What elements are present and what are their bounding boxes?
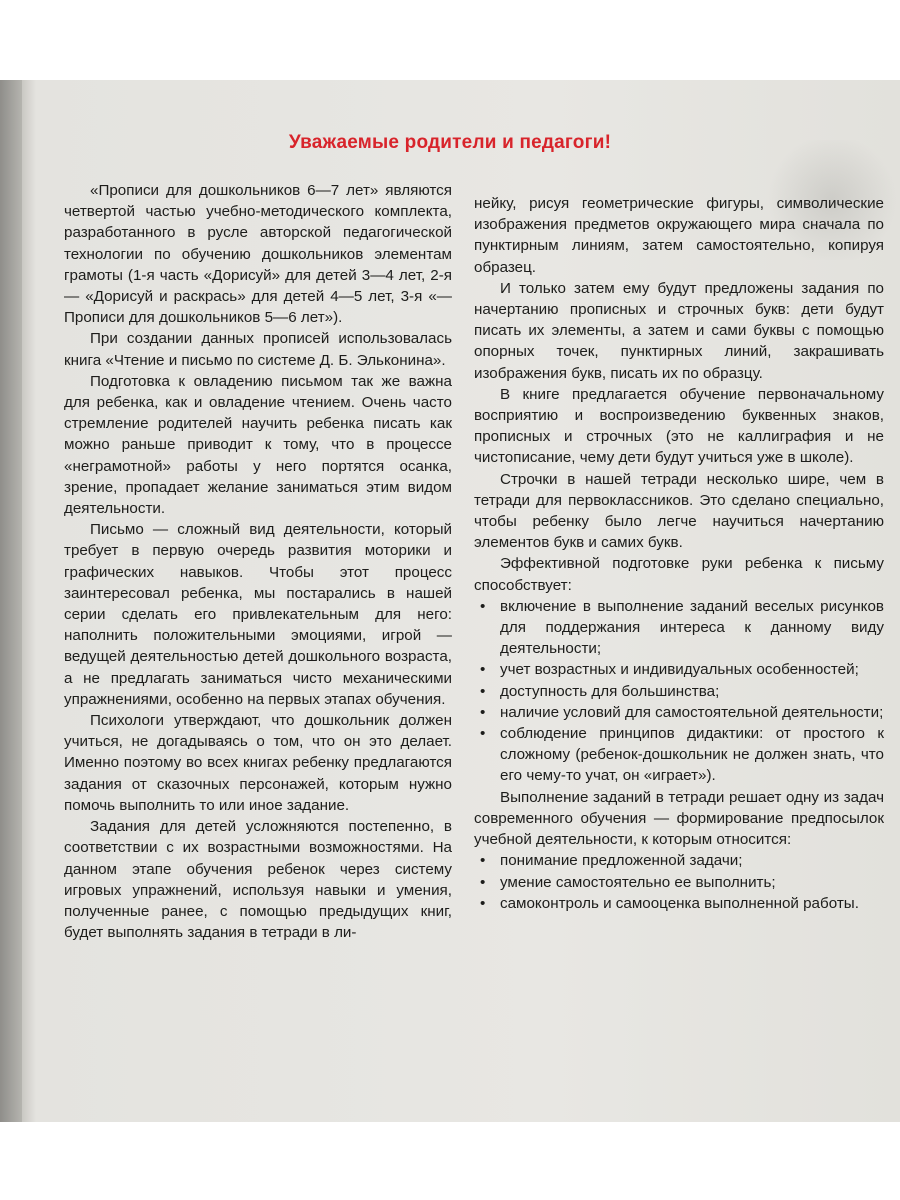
- book-photo: [0, 80, 900, 1122]
- right-paragraph: Строчки в нашей тетради несколько шире, чем в тетради для первоклассников. Это сделано специально, чтобы ребенку было легче научиться начертанию элементов букв и самих букв.: [474, 470, 884, 552]
- page-title: Уважаемые родители и педагоги!: [288, 132, 612, 153]
- bullet-list-learning: [474, 850, 884, 914]
- left-paragraph: Письмо — сложный вид деятельности, который требует в первую очередь развития моторики и графических навыков. Чтобы этот процесс заинтересовал ребенка, мы постарались в нашей серии сделать его привлекательным для него: наполнить положительными эмоциями, игрой — ведущей деятельностью детей дошкольного возраста, а не предлагать заниматься чисто механическими упражнениями, особенно на первых этапах обучения.: [64, 521, 452, 708]
- right-paragraph: Выполнение заданий в тетради решает одну из задач современного обучения — формирование предпосылок учебной деятельности, к которым относится:: [474, 788, 884, 849]
- left-column: [64, 180, 452, 943]
- list-item: • доступность для большинства;: [474, 681, 884, 702]
- list-item: • соблюдение принципов дидактики: от простого к сложному (ребенок-дошкольник не должен знать, что его чему-то учат, он «играет»).: [474, 723, 884, 787]
- bullet-list-prep: [474, 596, 884, 787]
- list-item: • включение в выполнение заданий веселых рисунков для поддержания интереса к данному виду деятельности;: [474, 596, 884, 660]
- list-item: • наличие условий для самостоятельной деятельности;: [474, 702, 884, 723]
- left-paragraph: При создании данных прописей использовалась книга «Чтение и письмо по системе Д. Б. Эльконина».: [64, 330, 452, 369]
- right-continuation: нейку, рисуя геометрические фигуры, символические изображения предметов окружающего мира сначала по пунктирным линиям, затем самостоятельно, копируя образец.: [474, 195, 884, 276]
- list-item: • умение самостоятельно ее выполнить;: [474, 872, 884, 893]
- list-item: • учет возрастных и индивидуальных особенностей;: [474, 659, 884, 680]
- right-paragraph: И только затем ему будут предложены задания по начертанию прописных и строчных букв: дети будут писать их элементы, а затем и сами буквы с помощью опорных точек, пунктирных линий, закрашивать изображения букв, писать их по образцу.: [474, 279, 884, 382]
- page-spine-edge: [0, 80, 22, 1122]
- right-column: [474, 193, 884, 914]
- right-paragraph: В книге предлагается обучение первоначальному восприятию и воспроизведению буквенных знаков, прописных и строчных (это не каллиграфия и не чистописание, чему дети будут учиться уже в школе).: [474, 385, 884, 467]
- right-paragraph: Эффективной подготовке руки ребенка к письму способствует:: [474, 555, 884, 594]
- left-paragraph: Психологи утверждают, что дошкольник должен учиться, не догадываясь о том, что он это делает. Именно поэтому во всех книгах ребенку предлагаются задания от сказочных персонажей, которым нужно помочь выполнить то или иное задание.: [64, 712, 452, 814]
- list-item: • понимание предложенной задачи;: [474, 850, 884, 871]
- left-paragraph: Подготовка к овладению письмом так же важна для ребенка, как и овладение чтением. Очень часто стремление родителей научить ребенка писать как можно раньше приводит к тому, что в процессе «неграмотной» работы у него портятся осанка, зрение, пропадает желание заниматься этим видом деятельности.: [64, 372, 452, 518]
- list-item: • самоконтроль и самооценка выполненной работы.: [474, 893, 884, 914]
- left-paragraph: «Прописи для дошкольников 6—7 лет» являются четвертой частью учебно-методического комплекта, разработанного в русле авторской педагогической технологии по обучению дошкольников элементам грамоты (1-я часть «Дорисуй» для детей 3—4 лет, 2-я — «Дорисуй и раскрась» для детей 4—5 лет, 3-я «— Прописи для дошкольников 5—6 лет»).: [64, 182, 452, 327]
- left-paragraph: Задания для детей усложняются постепенно, в соответствии с их возрастными возможностями. На данном этапе обучения ребенок через систему игровых упражнений, используя навыки и умения, полученные ранее, с помощью предыдущих книг, будет выполнять задания в тетради в ли-: [64, 818, 452, 942]
